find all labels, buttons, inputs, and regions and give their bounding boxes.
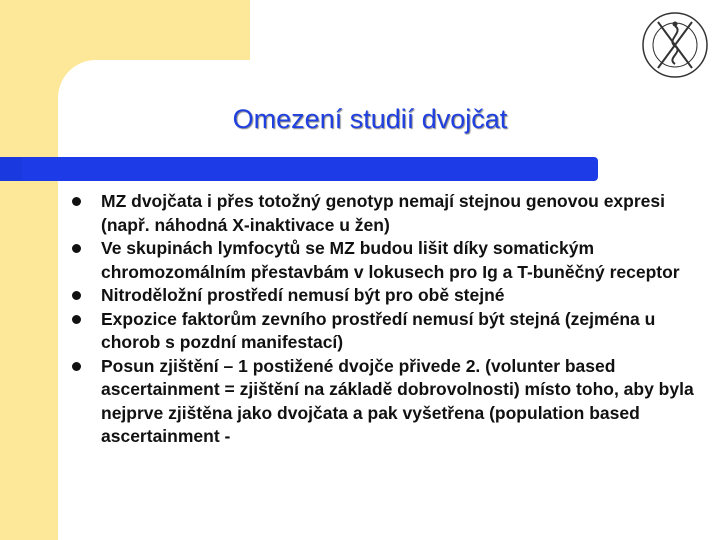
- bullet-dot: [72, 197, 81, 206]
- bullet-item: [72, 308, 702, 355]
- slide-title: Omezení studií dvojčat: [232, 104, 508, 134]
- bullet-item: [72, 355, 702, 449]
- bullet-item: [72, 190, 702, 237]
- bullet-text: Posun zjištění – 1 postižené dvojče přivede 2. (volunter based ascertainment = zjištění na základě dobrovolnosti) místo toho, aby byla nejprve zjištěna jako dvojčata a pak vyšetřena (population based ascertainment -: [101, 355, 694, 446]
- bullet-item: [72, 237, 702, 284]
- bullet-text: Ve skupinách lymfocytů se MZ budou lišit díky somatickým chromozomálním přestavbám v lokusech pro Ig a T-buněčný receptor: [101, 238, 680, 282]
- bullet-dot: [72, 362, 81, 371]
- university-seal-icon: [640, 10, 710, 80]
- bullet-list: [72, 190, 702, 449]
- title-underline-bar: [0, 157, 598, 181]
- bullet-text: Expozice faktorům zevního prostředí nemusí být stejná (zejména u chorob s pozdní manifestací): [101, 308, 656, 352]
- bullet-text: MZ dvojčata i přes totožný genotyp nemají stejnou genovou expresi (např. náhodná X-inaktivace u žen): [101, 191, 665, 235]
- bullet-item: [72, 284, 702, 308]
- bullet-text: Nitroděložní prostředí nemusí být pro obě stejné: [101, 285, 505, 305]
- bullet-dot: [72, 291, 81, 300]
- bullet-dot: [72, 244, 81, 253]
- bullet-dot: [72, 315, 81, 324]
